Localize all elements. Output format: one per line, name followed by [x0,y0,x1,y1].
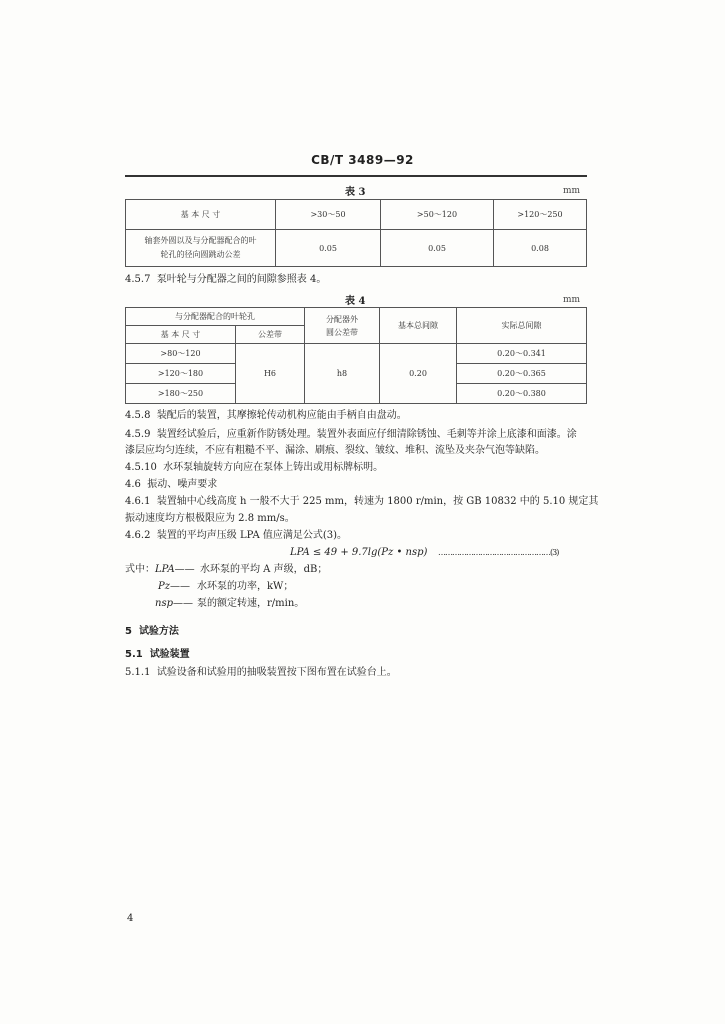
clause-4-5-7-num: 4.5.7 [125,274,151,285]
clause-5-1 [125,649,190,661]
clause-4-6-2-num: 4.6.2 [125,530,151,541]
table4-caption: 表 4 [345,296,366,307]
clause-5-1-1 [125,667,397,679]
clause-5-1-1-num: 5.1.1 [125,667,151,678]
standard-number: CB/T 3489—92 [311,153,414,167]
table3-col2: >50～120 [381,200,494,230]
clause-4-5-8-num: 4.5.8 [125,410,151,421]
table3-v2: 0.05 [381,230,494,267]
legend-sym2: Pz—— [158,581,190,592]
table3-header-row [126,200,587,230]
legend-desc2: 水环泵的功率，kW； [197,581,294,592]
clause-4-6-1-num: 4.6.1 [125,496,151,507]
clause-4-6-1-line1: 装置轴中心线高度 h 一般不大于 225 mm，转速为 1800 r/min，按 GB 10832 中的 5.10 规定其 [156,496,599,507]
header-rule [125,175,587,177]
table4-h-dist [305,308,380,344]
clause-4-5-8 [125,410,407,422]
table4-actual3: 0.20～0.380 [457,384,587,404]
legend-sym3: nsp—— [155,598,193,609]
table4-dist-band: h8 [305,344,380,404]
legend-desc1: 水环泵的平均 A 声级，dB； [200,564,328,575]
clause-4-5-9 [125,429,577,441]
table4-header-row1 [126,308,587,326]
table4 [125,307,587,404]
page-number: 4 [127,913,134,924]
table3-row-label-line2: 轮孔的径向圆跳动公差 [160,250,241,259]
table4-h-dist-line2: 圆公差带 [326,327,358,337]
clause-5-1-1-text: 试验设备和试验用的抽吸装置按下图布置在试验台上。 [156,667,397,678]
clause-4-5-9-line2: 漆层应均匀连续，不应有粗糙不平、漏涂、刷痕、裂纹、皱纹、堆积、流坠及夹杂气泡等缺陷。 [125,445,545,456]
table4-actual2: 0.20～0.365 [457,364,587,384]
table4-actual1: 0.20～0.341 [457,344,587,364]
table4-row1 [126,344,587,364]
clause-4-5-10-num: 4.5.10 [125,462,157,473]
section-5 [125,626,179,638]
clause-4-6 [125,479,217,491]
legend-sym1: LPA—— [155,564,195,575]
legend-where: 式中： [125,564,155,575]
clause-4-5-10 [125,462,383,474]
clause-4-6-num: 4.6 [125,479,141,490]
table3-row-label-line1: 轴套外圆以及与分配器配合的叶 [144,236,257,245]
table4-h-tolband: 公差带 [236,326,305,344]
clause-4-5-9-num: 4.5.9 [125,429,151,440]
clause-5-1-num: 5.1 [125,649,143,660]
legend-desc3: 泵的额定转速，r/min。 [197,598,305,609]
table3 [125,199,587,267]
table3-row-label [126,230,276,267]
formula-3: LPA ≤ 49 + 9.7lg(Pz • nsp) [290,547,428,558]
formula-number: …………………………………………(3) [438,548,559,557]
clause-4-5-7 [125,274,326,286]
table3-col1: >30～50 [276,200,381,230]
table3-v1: 0.05 [276,230,381,267]
table4-row3-size: >180～250 [126,384,236,404]
table4-tol-band: H6 [236,344,305,404]
table4-h-dist-line1: 分配器外 [326,314,358,324]
table3-col3: >120～250 [494,200,587,230]
table4-h-actual: 实际总间隙 [457,308,587,344]
table3-header-label: 基 本 尺 寸 [126,200,276,230]
clause-4-5-8-text: 装配后的装置，其摩擦轮传动机构应能由手柄自由盘动。 [156,410,407,421]
clause-4-5-10-text: 水环泵轴旋转方向应在泵体上铸出或用标牌标明。 [163,462,384,473]
clause-4-6-1 [125,496,598,508]
clause-4-6-2 [125,530,347,542]
table3-v3: 0.08 [494,230,587,267]
clause-5-1-title: 试验装置 [149,649,190,660]
section-5-title: 试验方法 [138,626,179,637]
table4-unit: mm [563,295,581,305]
table4-h-gap: 基本总间隙 [380,308,457,344]
clause-4-6-1-line2: 振动速度均方根极限应为 2.8 mm/s。 [125,513,295,524]
table4-row2-size: >120～180 [126,364,236,384]
section-5-num: 5 [125,626,132,637]
table4-row1-size: >80～120 [126,344,236,364]
clause-4-6-2-text: 装置的平均声压级 LPA 值应满足公式(3)。 [156,530,348,541]
clause-4-5-9-line1: 装置经试验后，应重新作防锈处理。装置外表面应仔细清除锈蚀、毛刺等并涂上底漆和面漆。涂 [156,429,577,440]
clause-4-5-7-text: 泵叶轮与分配器之间的间隙参照表 4。 [156,274,327,285]
table3-caption: 表 3 [345,187,366,198]
table4-h-group: 与分配器配合的叶轮孔 [126,308,305,326]
table3-data-row [126,230,587,267]
table3-unit: mm [563,186,581,196]
clause-4-6-text: 振动、噪声要求 [147,479,218,490]
table4-basic-gap: 0.20 [380,344,457,404]
table4-h-basic: 基 本 尺 寸 [126,326,236,344]
